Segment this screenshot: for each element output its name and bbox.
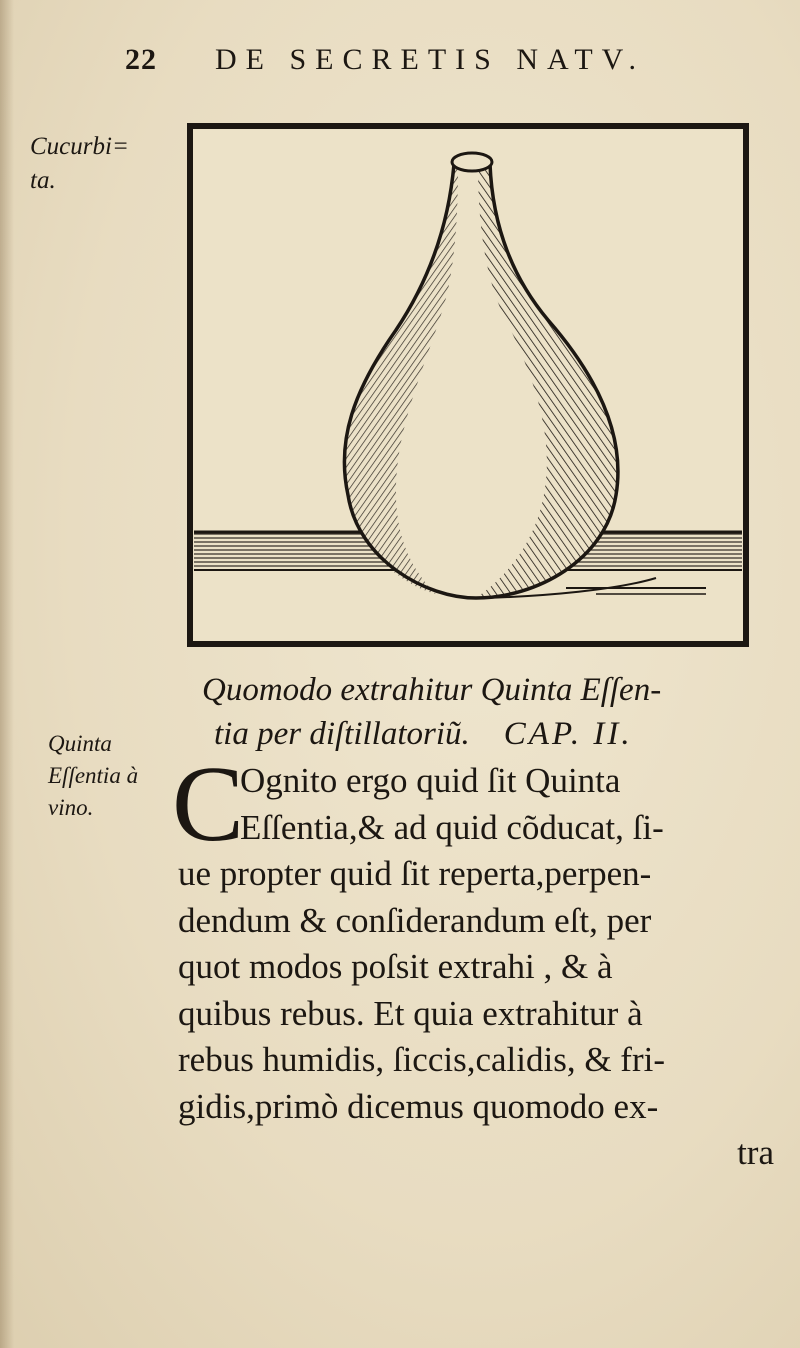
page-number: 22 <box>125 43 157 76</box>
marginal-note-quinta-essentia: Quinta Eſſentia à vino. <box>48 731 139 820</box>
body-line: quibus rebus. Et quia extrahitur à <box>178 993 643 1033</box>
body-line: rebus humidis, ſiccis,calidis, & fri- <box>178 1040 665 1079</box>
running-head <box>125 40 705 80</box>
body-line: ue propter quid ſit reperta,perpen- <box>178 854 652 893</box>
catchword: tra <box>737 1133 774 1172</box>
cucurbita-flask-woodcut <box>186 120 752 650</box>
chapter-heading-line-2 <box>186 712 776 756</box>
body-line: dendum & conſiderandum eſt, per <box>178 900 652 940</box>
chapter-heading <box>186 668 776 756</box>
body-line: gidis,primò dicemus quomodo ex- <box>178 1086 659 1126</box>
chapter-heading-line-2-text: tia per diſtillatoriũ. <box>214 716 470 752</box>
body-line: Ognito ergo quid ſit Quinta <box>240 761 621 800</box>
flask-rim <box>452 153 492 171</box>
spine-shadow <box>0 0 14 1348</box>
body-line: Eſſentia,& ad quid cõducat, ſi- <box>240 807 664 847</box>
chapter-number: CAP. II. <box>503 716 633 752</box>
chapter-heading-line-1: Quomodo extrahitur Quinta Eſſen- <box>202 672 662 708</box>
marginal-note-cucurbita: Cucurbi= ta. <box>30 133 129 194</box>
body-line: quot modos poſsit extrahi , & à <box>178 947 613 986</box>
woodcut-illustration <box>186 120 752 650</box>
running-title: DE SECRETIS NATV. <box>215 43 645 76</box>
body-text <box>172 745 788 1177</box>
drop-cap: C <box>172 745 245 864</box>
